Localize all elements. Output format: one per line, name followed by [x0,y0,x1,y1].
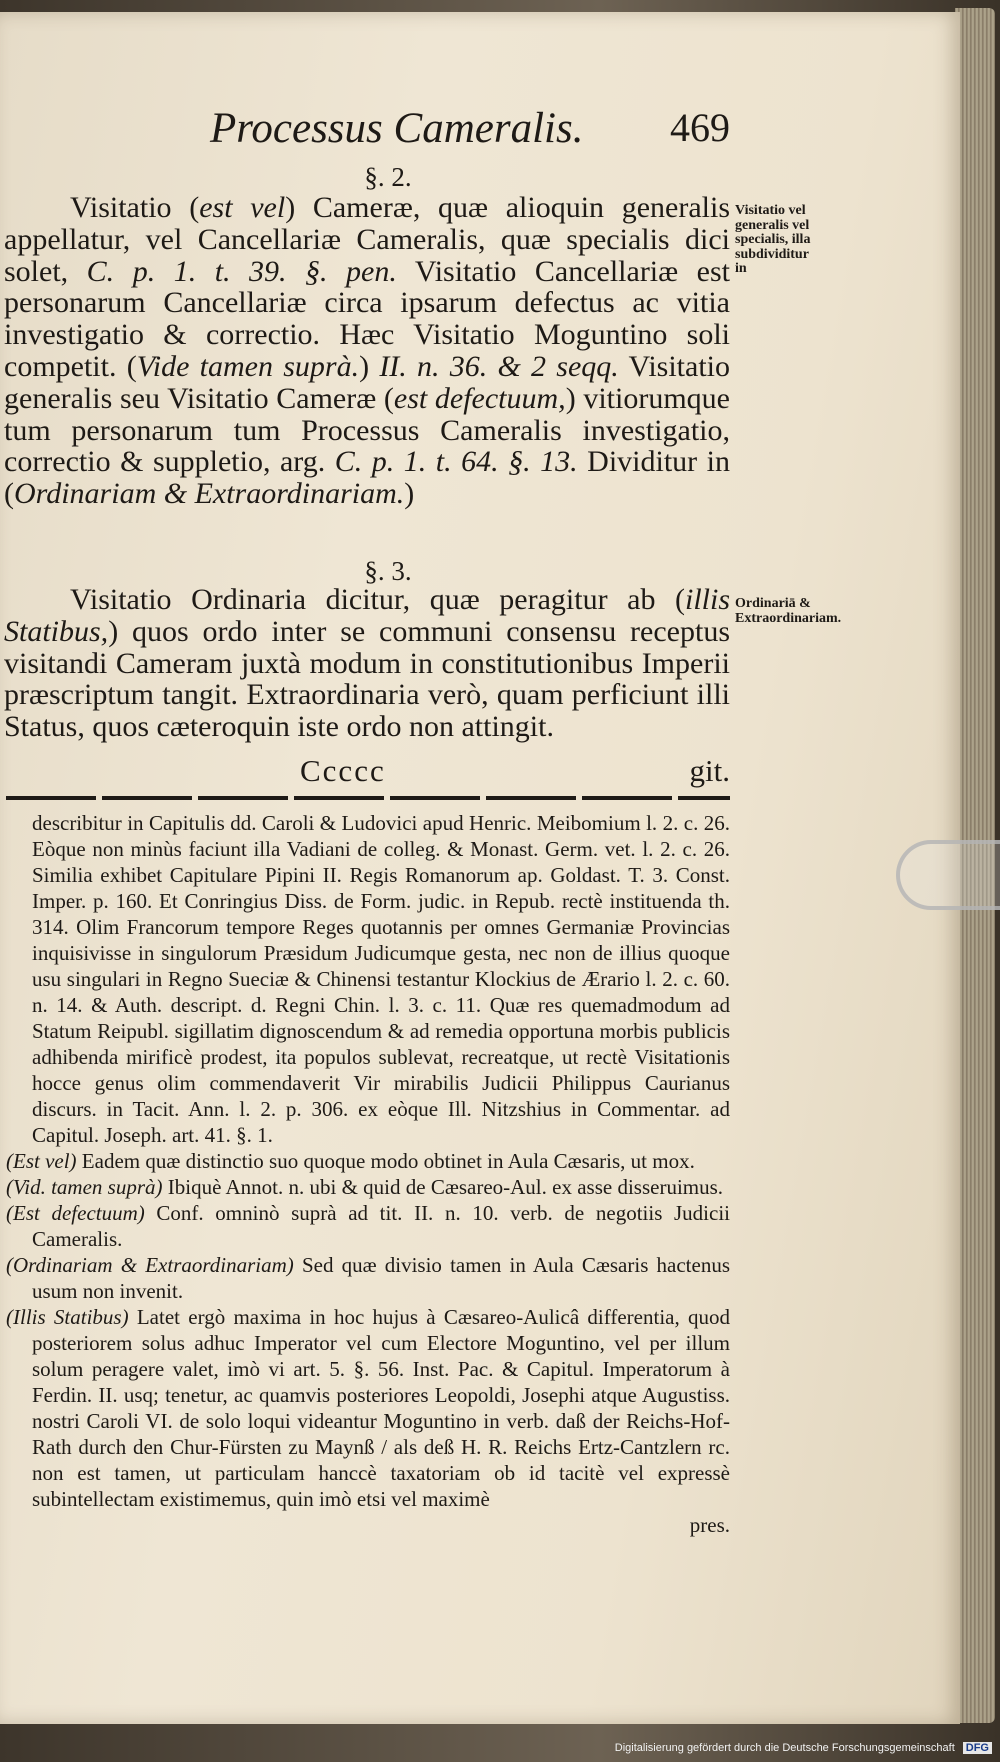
annotation-lemma: (Est vel) [6,1149,77,1173]
section-3-paragraph: Visitatio Ordinaria dicitur, quæ peragitur ab (illis Statibus,) quos ordo inter se communi consensu receptus visitandi Cameram juxtà modum in constitutionibus Imperii præscriptum tangit. Extraordinaria verò, quam perficiunt illi Status, quos cæteroquin iste ordo non attingit. [4,583,730,744]
section-3-text [4,584,730,743]
book-page [0,12,960,1724]
annotation-lemma: (Illis Statibus) [6,1305,129,1329]
page-number: 469 [670,105,730,150]
annotation-lemma: (Vid. tamen suprà) [6,1175,163,1199]
annotation-lemma: (Est defectuum) [6,1201,145,1225]
credit-text: Digitalisierung gefördert durch die Deutsche Forschungsgemeinschaft [614,1742,955,1754]
paper-clip [896,840,1000,910]
annotation-catchword: pres. [689,1513,730,1537]
annotation-item: (Ordinariam & Extraordinariam) Sed quæ divisio tamen in Aula Cæsaris hactenus usum non invenit. [6,1253,731,1303]
section-mark-2: §. 2. [364,162,412,192]
section-mark-3: §. 3. [364,556,412,586]
section-2-text [4,192,730,510]
footnote-rule [6,796,730,800]
annotation-item: (Illis Statibus) Latet ergò maxima in hoc hujus à Cæsareo-Aulicâ differentia, quod posteriorem solus adhuc Imperator vel cum Electore Moguntino, vel per illum solum peragere valet, imò vi art. 5. §. 56. Inst. Pac. & Capitul. Imperatorum à Ferdin. II. usq; tenetur, ac quamvis posteriores Leopoldi, Josephi atque Augustiss. nostri Caroli VI. de solo loqui videantur Moguntino in verb. daß der Reichs-Hof-Rath durch den Chur-Fürsten zu Maynß / als deß H. R. Reichs Ertz-Cantzlern rc. non est tamen, ut particulam hanccè taxatoriam ob id tacitè vel expressè subintellectam existimemus, quin imò etsi vel maximè [6,1305,730,1511]
dfg-logo: DFG [963,1742,992,1754]
annotation-item: (Est vel) Eadem quæ distinctio suo quoque modo obtinet in Aula Cæsaris, ut mox. [6,1149,695,1173]
digitization-credit [0,1742,1000,1762]
signature-mark: Ccccc [300,753,386,788]
running-head [210,104,730,164]
annotation-item: (Vid. tamen suprà) Ibiquè Annot. n. ubi & quid de Cæsareo-Aul. ex asse disseruimus. [6,1175,724,1199]
annotations [6,810,730,1538]
annotation-item: (Est defectuum) Conf. omninò suprà ad tit. II. n. 10. verb. de negotiis Judicii Cameralis. [6,1201,731,1251]
annotation-lemma: (Ordinariam & Extraordinariam) [6,1253,294,1277]
annotation-continuation: describitur in Capitulis dd. Caroli & Ludovici apud Henric. Meibomium l. 2. c. 26. Eòque non minùs faciunt illa Vadiani de colleg. & Monast. Germ. vet. l. 2. c. 26. Similia exhibet Capitulare Pipini II. Regis Romanorum ap. Goldast. T. 3. Const. Imper. p. 160. Et Conringius Diss. de Form. judic. in Repub. rectè instituenda th. 314. Olim Francorum tempore Reges quotannis per omnes Germaniæ Provincias inquisivisse in singulorum Præsidum Judicumque gesta, nec non de illius quoque usu singulari in Regno Sueciæ & Chinensi testantur Klockius de Ærario l. 2. c. 60. n. 14. & Auth. descript. d. Regni Chin. l. 3. c. 11. Quæ res quemadmodum ad Statum Reipubl. sigillatim dignoscendum & ad remedia opportuna morbis publicis adhibenda mirificè prodest, ita populos sublevat, recreatque, ut rectè Visitationis hocce genus olim commendaverit Vir mirabilis Judicii Philippus Caurianus discurs. in Tacit. Ann. l. 2. p. 306. ex eòque Ill. Nitzshius in Commentar. ad Capitul. Joseph. art. 41. §. 1. [32,811,730,1147]
margin-note-section-3: Ordinariā & Extraordinariam. [735,596,842,626]
running-head-title: Processus Cameralis. [210,105,584,152]
section-2-paragraph: Visitatio (est vel) Cameræ, quæ alioquin generalis appellatur, vel Cancellariæ Cameralis, quæ specialis dici solet, C. p. 1. t. 39. §. pen. Visitatio Cancellariæ est personarum Cancellariæ circa ipsarum defectus ac vitia investigatio & correctio. Hæc Visitatio Moguntino soli competit. (Vide tamen suprà.) II. n. 36. & 2 seqq. Visitatio generalis seu Visitatio Cameræ (est defectuum,) vitiorumque tum personarum tum Processus Cameralis investigatio, correctio & suppletio, arg. C. p. 1. t. 64. §. 13. Dividitur in (Ordinariam & Extraordinariam.) [4,191,730,511]
margin-note-section-2: Visitatio vel generalis vel specialis, illa subdividitur in [735,203,811,276]
catchword: git. [689,753,730,788]
